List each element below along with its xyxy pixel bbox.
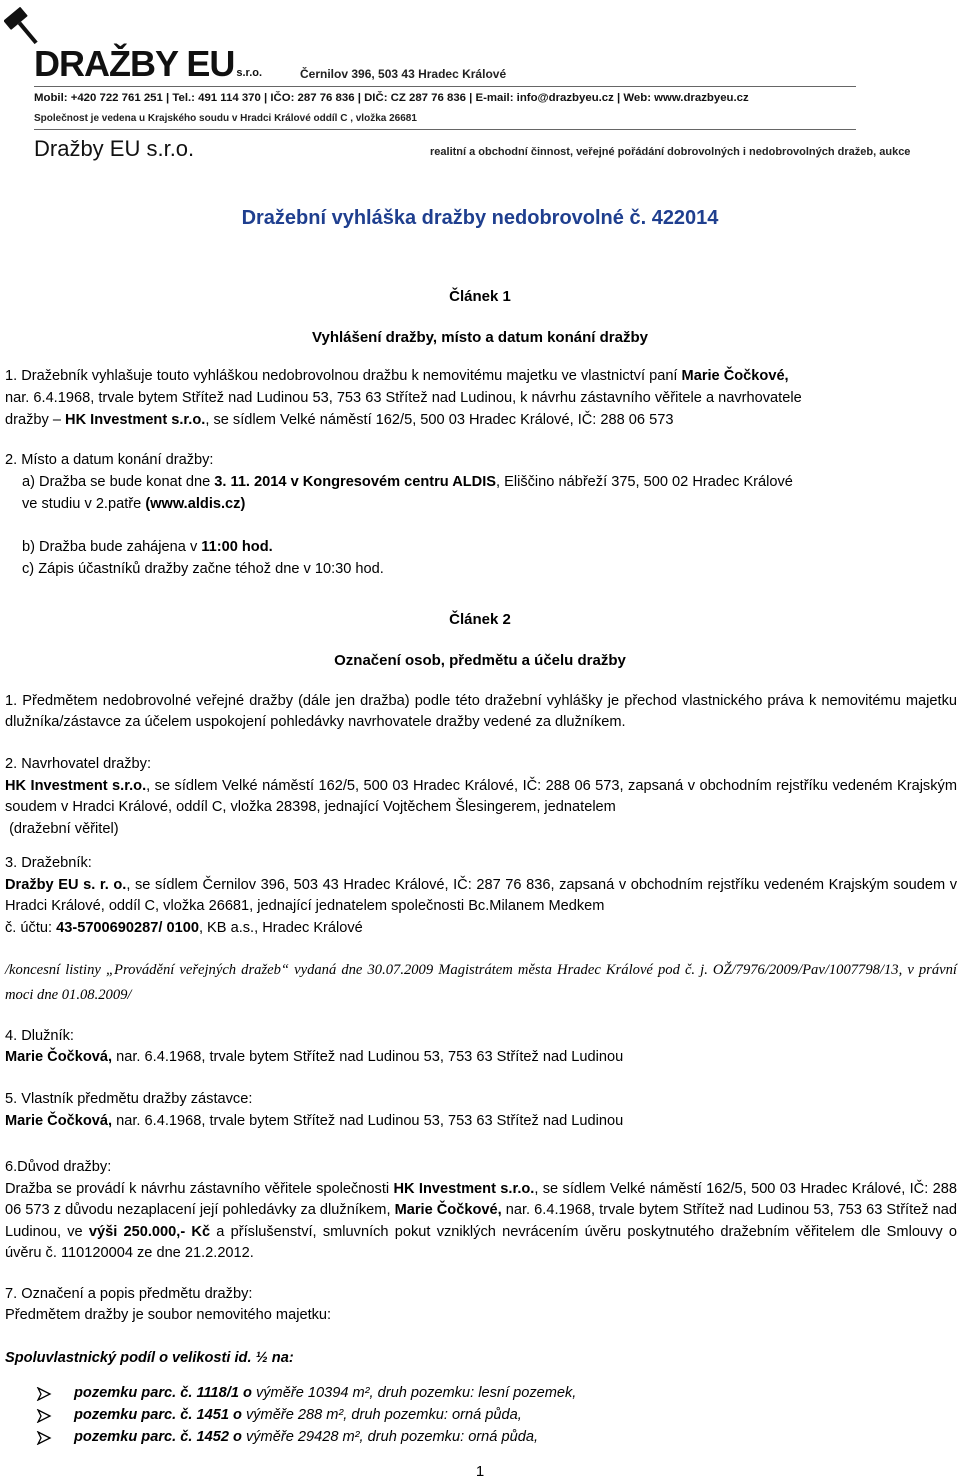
article-1-p2c: c) Zápis účastníků dražby začne téhož dne v 10:30 hod.	[22, 561, 384, 577]
brand-logo: DRAŽBY EU s.r.o.	[34, 43, 263, 84]
header-divider	[34, 86, 856, 87]
header-registration: Společnost je vedena u Krajského soudu v Hradci Králové oddíl C , vložka 26681	[34, 113, 417, 124]
article-1-p1-line3: dražby – HK Investment s.r.o., se sídlem Velké náměstí 162/5, 500 03 Hradec Králové, IČ: 288 06 573	[5, 412, 674, 428]
article-2-heading: Článek 2	[449, 611, 511, 628]
article-2-p6-label: 6.Důvod dražby:	[5, 1159, 112, 1175]
header-divider-2	[34, 129, 856, 130]
article-1-p1-line1: 1. Dražebník vyhlašuje touto vyhláškou nedobrovolnou dražbu k nemovitému majetku ve vlastnictví paní Marie Čočkové,	[5, 368, 789, 384]
article-1-p1-line2: nar. 6.4.1968, trvale bytem Střítež nad Ludinou 53, 753 63 Střítež nad Ludinou, k návrhu zástavního věřitele a navrhovatele	[5, 390, 802, 406]
article-2-p5: Marie Čočková, nar. 6.4.1968, trvale bytem Střítež nad Ludinou 53, 753 63 Střítež nad Ludinou	[5, 1113, 624, 1129]
article-2-subheading: Označení osob, předmětu a účelu dražby	[334, 652, 626, 669]
parcel-bullet-icon	[36, 1409, 52, 1428]
article-2-p5-label: 5. Vlastník předmětu dražby zástavce:	[5, 1091, 253, 1107]
header-activity: realitní a obchodní činnost, veřejné pořádání dobrovolných i nedobrovolných dražeb, aukce	[430, 146, 911, 158]
article-2-p7: Předmětem dražby je soubor nemovitého majetku:	[5, 1307, 332, 1323]
article-1-heading: Článek 1	[449, 288, 511, 305]
header-company-name: Dražby EU s.r.o.	[34, 136, 195, 161]
article-2-p3: Dražby EU s. r. o., se sídlem Černilov 396, 503 43 Hradec Králové, IČ: 287 76 836, zapsaná v obchodním rejstříku vedeném Krajským soudem v Hradci Králové, oddíl C, vložka 26681, jednající jednatelem společnosti Bc.Milanem Medkem č. účtu: 43-5700690287/ 0100, KB a.s., Hradec Králové	[5, 877, 957, 936]
article-2-p6: Dražba se provádí k návrhu zástavního věřitele společnosti HK Investment s.r.o., se sídlem Velké náměstí 162/5, 500 03 Hradec Králové, IČ: 288 06 573 z důvodu nezaplacení její pohledávky za dlužníkem, Marie Čočkové, nar. 6.4.1968, trvale bytem Střítež nad Ludinou 53, 753 63 Střítež nad Ludinou, ve výši 250.000,- Kč a příslušenství, smluvních pokut vzniklých nevrácením úvěru poskytnutého dražebním věřitelem dle Smlouvy o úvěru č. 110120004 ze dne 21.2.2012.	[5, 1181, 958, 1262]
parcel-item: pozemku parc. č. 1452 o výměře 29428 m², druh pozemku: orná půda,	[74, 1429, 538, 1445]
article-2-p4-label: 4. Dlužník:	[5, 1028, 74, 1044]
header-contact: Mobil: +420 722 761 251 | Tel.: 491 114 370 | IČO: 287 76 836 | DIČ: CZ 287 76 836 | E-mail: info@drazbyeu.cz | Web: www.drazbyeu.cz	[34, 92, 749, 104]
share-heading: Spoluvlastnický podíl o velikosti id. ½ na:	[5, 1350, 294, 1366]
parcel-bullet-icon	[36, 1431, 52, 1450]
page-number: 1	[475, 1463, 485, 1480]
article-2-p4: Marie Čočková, nar. 6.4.1968, trvale bytem Střítež nad Ludinou 53, 753 63 Střítež nad Ludinou	[5, 1049, 624, 1065]
header-address: Černilov 396, 503 43 Hradec Králové	[300, 67, 507, 81]
article-2-p3-label: 3. Dražebník:	[5, 855, 92, 871]
article-2-p2: HK Investment s.r.o., se sídlem Velké náměstí 162/5, 500 03 Hradec Králové, IČ: 288 06 573, zapsaná v obchodním rejstříku vedeném Krajským soudem v Hradci Králové, oddíl C, vložka 28398, jednající Vojtěchem Šlesingerem, jednatelem (dražební věřitel)	[5, 778, 957, 837]
article-1-p2a: a) Dražba se bude konat dne 3. 11. 2014 v Kongresovém centru ALDIS, Eliščino nábřeží 375, 500 02 Hradec Králové	[22, 474, 793, 490]
article-1-p2b: b) Dražba bude zahájena v 11:00 hod.	[22, 539, 273, 555]
license-note: /koncesní listiny „Provádění veřejných dražeb“ vydaná dne 30.07.2009 Magistrátem města Hradec Králové pod č. j. OŽ/7976/2009/Pav/1007798/13, v právní moci dne 01.08.2009/	[5, 962, 957, 1003]
document-title: Dražební vyhláška dražby nedobrovolné č. 422014	[241, 207, 719, 229]
article-2-p7-label: 7. Označení a popis předmětu dražby:	[5, 1286, 253, 1302]
article-1-p2a-cont: ve studiu v 2.patře (www.aldis.cz)	[22, 496, 246, 512]
article-1-subheading: Vyhlášení dražby, místo a datum konání dražby	[312, 329, 648, 346]
parcel-item: pozemku parc. č. 1118/1 o výměře 10394 m², druh pozemku: lesní pozemek,	[74, 1385, 577, 1401]
article-2-p1: 1. Předmětem nedobrovolné veřejné dražby (dále jen dražba) podle této dražební vyhlášky je přechod vlastnického práva k nemovitému majetku dlužníka/zástavce za účelem uspokojení pohledávky navrhovatele dražby vedené za dlužníkem.	[5, 693, 957, 731]
parcel-bullet-icon	[36, 1387, 52, 1406]
parcel-item: pozemku parc. č. 1451 o výměře 288 m², druh pozemku: orná půda,	[74, 1407, 522, 1423]
article-2-p2-label: 2. Navrhovatel dražby:	[5, 756, 152, 772]
article-1-p2: 2. Místo a datum konání dražby:	[5, 452, 214, 468]
